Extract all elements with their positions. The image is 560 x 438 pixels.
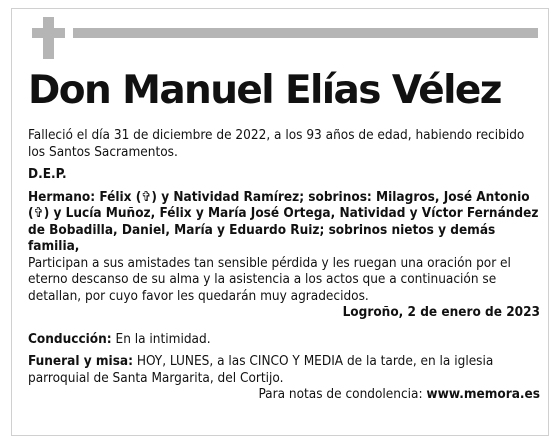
condolence-link[interactable]: www.memora.es: [426, 386, 540, 402]
conduction-label: Conducción:: [28, 330, 112, 347]
condolence-line: [28, 386, 540, 403]
funeral-label: Funeral y misa:: [28, 353, 133, 369]
place-date: Logroño, 2 de enero de 2023: [342, 304, 540, 320]
header-rule: [73, 28, 538, 38]
cross-icon-arm: [32, 28, 65, 38]
conduction-text: En la intimidad.: [111, 330, 211, 347]
conduction-line: [28, 331, 540, 348]
rip-text: D.E.P.: [28, 166, 67, 182]
cross-icon: [43, 17, 54, 59]
death-text: Falleció el día 31 de diciembre de 2022, a los 93 años de edad, habiendo recibido los Santos Sacramentos.: [28, 127, 525, 160]
funeral-text: HOY, LUNES, a las CINCO Y MEDIA de la tarde, en la iglesia parroquial de Santa Margarita, del Cortijo.: [28, 353, 494, 386]
deceased-name: Don Manuel Elías Vélez: [28, 68, 501, 113]
family-text: Hermano: Félix (✞) y Natividad Ramírez; sobrinos: Milagros, José Antonio (✞) y Lucía Muñoz, Félix y María José Ortega, Natividad y Víctor Fernández de Bobadilla, Daniel, María y Eduardo Ruiz; sobrinos nietos y demás familia,: [28, 188, 539, 254]
notice-body: [28, 127, 540, 403]
funeral-line: [28, 353, 540, 386]
condolence-text: Para notas de condolencia:: [258, 386, 427, 402]
message-text: Participan a sus amistades tan sensible pérdida y les ruegan una oración por el eterno descanso de su alma y la asistencia a los actos que a continuación se detallan, por cuyo favor les quedarán muy agradecidos.: [28, 254, 511, 304]
